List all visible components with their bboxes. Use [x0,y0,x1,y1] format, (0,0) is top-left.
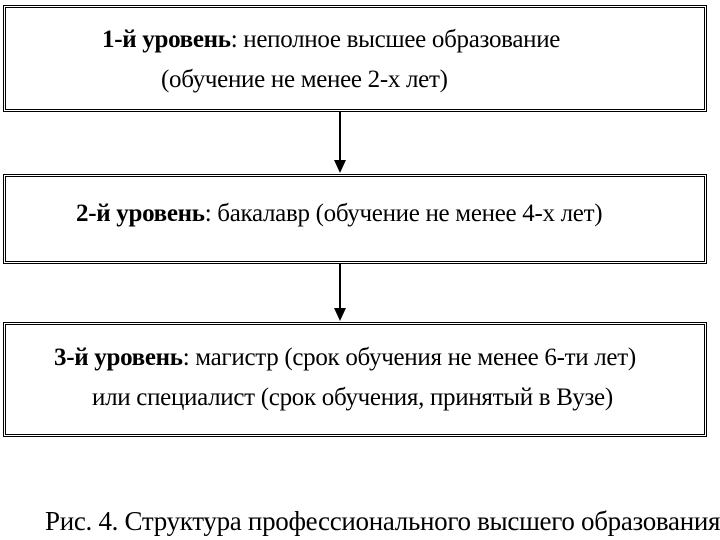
level-3-line-2: или специалист (срок обучения, принятый в Вузе) [92,384,613,411]
level-2-title: 2-й уровень [76,200,205,227]
level-3-line-1 [54,343,636,373]
figure-caption: Рис. 4. Структура профессионального высшего образования [45,506,720,536]
level-1-duration: (обучение не менее 2-х лет) [161,66,448,93]
level-2-line-1 [76,199,602,229]
level-3-title: 3-й уровень [54,344,183,371]
arrow-down-icon [330,112,350,174]
level-2-description: : бакалавр (обучение не менее 4-х лет) [204,200,603,227]
level-3-box [3,322,707,437]
level-1-title: 1-й уровень [102,26,231,53]
level-3-description: : магистр (срок обучения не менее 6-ти лет) [182,344,636,371]
level-1-box [3,5,707,112]
arrow-down-icon [330,264,350,322]
level-2-box [3,174,707,264]
level-1-line-1 [102,25,560,55]
level-1-description: : неполное высшее образование [230,26,561,53]
